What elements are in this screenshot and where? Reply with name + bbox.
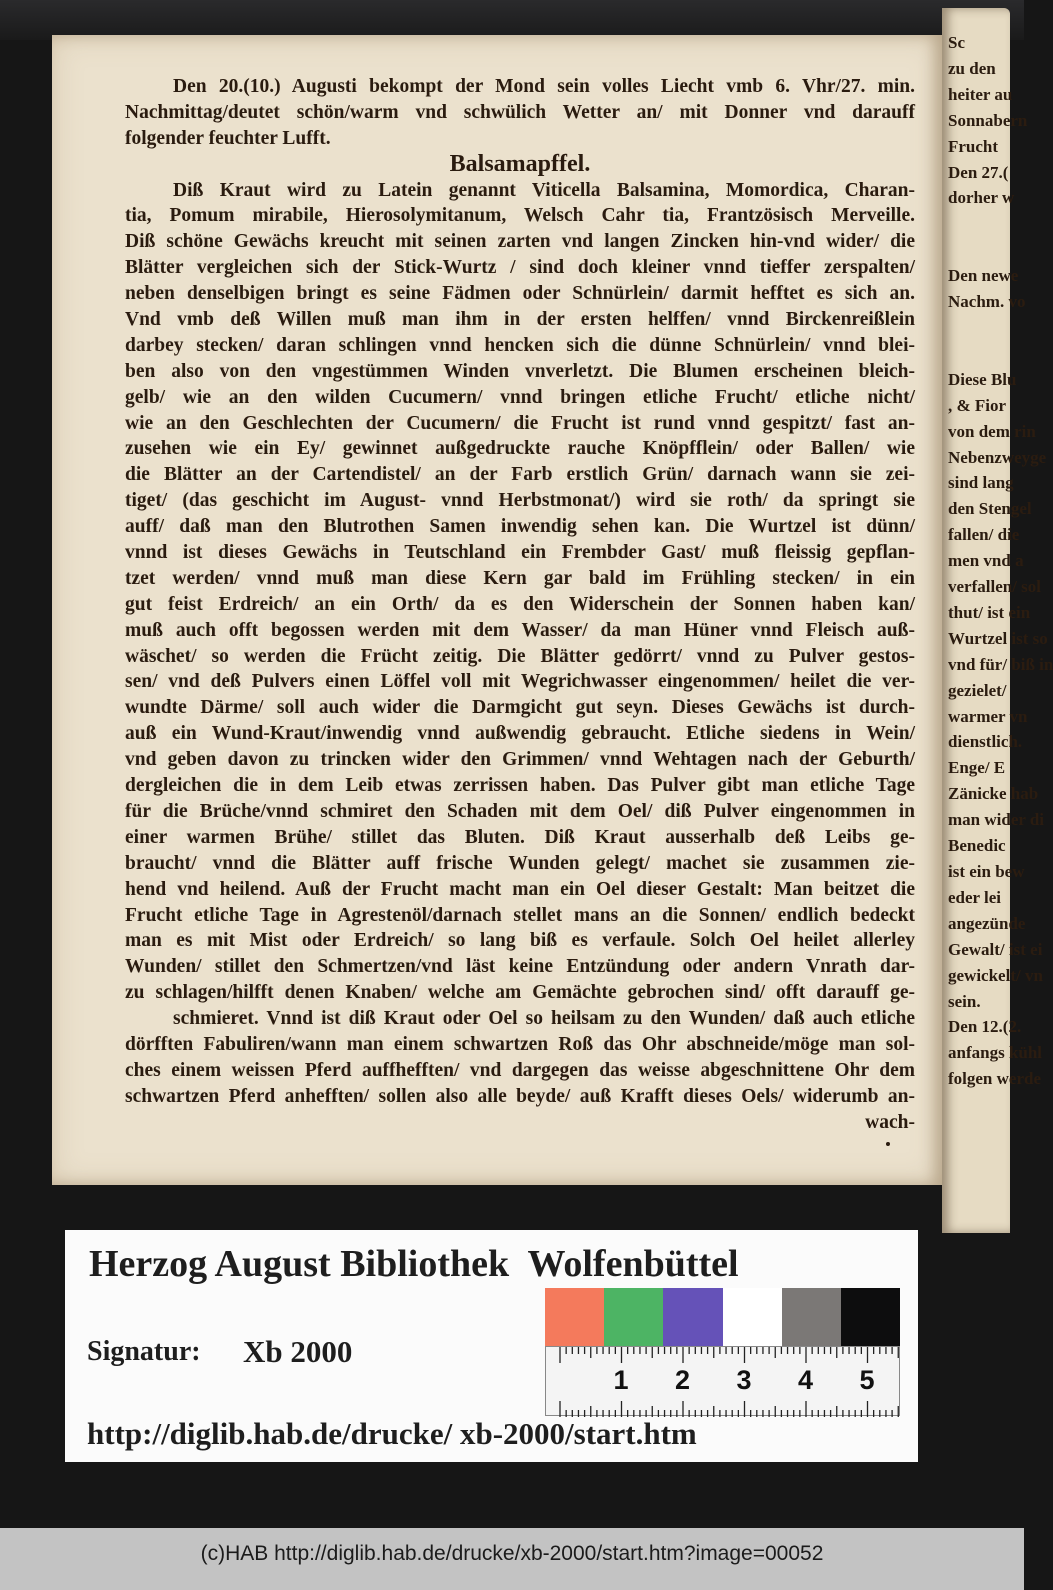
library-label-card bbox=[65, 1230, 918, 1462]
facing-text-line: folgen werde bbox=[948, 1069, 1042, 1089]
text-line: Nachmittag/deutet schön/warm vnd schwülich Wetter an/ mit Donner vnd darauff bbox=[125, 101, 915, 123]
text-line: zu schlagen/hilfft denen Knaben/ welche am Gemächte gebrochen sind/ offt darauff ge- bbox=[125, 982, 915, 1004]
facing-text-line bbox=[948, 315, 1053, 341]
facing-text-line: eder lei bbox=[948, 887, 1002, 907]
facing-text-line: sein. bbox=[948, 991, 981, 1011]
facing-text-line: Diese Blu bbox=[948, 369, 1017, 389]
text-line: folgender feuchter Lufft. bbox=[125, 127, 331, 149]
facing-text-line: sind lang bbox=[948, 473, 1014, 493]
facing-text-line bbox=[948, 211, 1053, 237]
text-line: auß ein Wund-Kraut/inwendig vnnd außwendig gebraucht. Etliche siedens in Wein/ bbox=[125, 723, 915, 745]
text-line: gelb/ wie an den wilden Cucumern/ vnnd bringen etliche Frucht/ etliche nicht/ bbox=[125, 386, 915, 408]
text-line: schmieret. Vnnd ist diß Kraut oder Oel so heilsam zu den Wunden/ daß auch etliche bbox=[173, 1008, 915, 1030]
facing-text-line: verfallen/ sol bbox=[948, 577, 1042, 597]
facing-text-line: Enge/ E bbox=[948, 758, 1006, 778]
ruler-number: 4 bbox=[798, 1365, 814, 1395]
facing-text-line: Gewalt/ ist ei bbox=[948, 939, 1043, 959]
facing-text-line: heiter au bbox=[948, 84, 1013, 104]
page-text bbox=[125, 74, 915, 1136]
facing-page bbox=[942, 8, 1053, 1233]
text-line: Wunden/ stillet den Schmertzen/vnd läst keine Entzündung oder andern Vnrath dar- bbox=[125, 956, 915, 978]
facing-text-line: men vnd a bbox=[948, 551, 1024, 571]
text-line: vnd geben davon zu trincken wider den Grimmen/ vnnd Wehtagen nach der Geburth/ bbox=[125, 749, 915, 771]
facing-text-line: von dem rin bbox=[948, 421, 1036, 441]
facing-text-line: zu den bbox=[948, 58, 996, 78]
facing-text-line: Sc bbox=[948, 33, 965, 52]
text-line: die Blätter an der Cartendistel/ an der Farb erstlich Grün/ darnach wann sie zei- bbox=[125, 464, 915, 486]
facing-text-line: dorher w bbox=[948, 188, 1015, 208]
facing-text-line: thut/ ist ein bbox=[948, 602, 1031, 622]
text-line: Diß schöne Gewächs kreucht mit seinen zarten vnd langen Zincken hin-vnd wider/ die bbox=[125, 231, 915, 253]
text-line: ches einem weissen Pferd auffhefften/ vnd dargegen das weisse abgeschnittene Ohr dem bbox=[125, 1059, 915, 1081]
facing-text-line: Den newe bbox=[948, 266, 1019, 286]
text-line: dergleichen die in dem Leib etwas zerrissen haben. Das Pulver gibt man etliche Tage bbox=[125, 775, 915, 797]
facing-text-line bbox=[948, 237, 1053, 263]
facing-text-line: dienstlich. bbox=[948, 732, 1023, 752]
facing-text-line: Nachm. vo bbox=[948, 292, 1026, 312]
color-patch bbox=[604, 1288, 663, 1346]
text-line: einer warmen Brühe/ stillet das Bluten. Diß Kraut ausserhalb deß Leibs ge- bbox=[125, 826, 915, 848]
catalog-url: http://diglib.hab.de/drucke/ xb-2000/start.htm bbox=[87, 1416, 697, 1451]
text-line: sen/ vnd deß Pulvers einen Löffel voll mit Wegrichwasser eingenommen/ heilet die ver- bbox=[125, 671, 915, 693]
color-patch bbox=[663, 1288, 722, 1346]
facing-text-line: den Stengel bbox=[948, 499, 1032, 519]
text-line: Vnd vmb deß Willen muß man ihm in der ersten helffen/ vnnd Birckenreißlein bbox=[125, 309, 915, 331]
color-calibration-strip bbox=[545, 1288, 900, 1346]
facing-text-line: Sonnabern bbox=[948, 110, 1028, 130]
text-line: Den 20.(10.) Augusti bekompt der Mond sein volles Liecht vmb 6. Vhr/27. min. bbox=[173, 76, 915, 97]
catchword: wach- bbox=[865, 1111, 915, 1133]
facing-text-line: , & Fior bbox=[948, 395, 1007, 415]
facing-text-line: Benedic bbox=[948, 836, 1006, 856]
text-line: auff/ daß man den Blutrothen Samen inwendig sehen kan. Die Wurtzel ist dünn/ bbox=[125, 516, 915, 538]
copyright-footer: (c)HAB http://diglib.hab.de/drucke/xb-2000/start.htm?image=00052 bbox=[0, 1528, 1024, 1590]
facing-text-line: Den 27.( bbox=[948, 162, 1009, 182]
facing-page-text bbox=[942, 30, 1053, 1092]
signatur-label: Signatur: bbox=[87, 1336, 201, 1367]
facing-text-line: Wurtzel ist so bbox=[948, 628, 1048, 648]
text-line: dörfften Fabuliren/wann man einem schwartzen Roß das Ohr abschneide/möge man sol- bbox=[125, 1033, 915, 1055]
text-line: tia, Pomum mirabile, Hierosolymitanum, Welsch Cahr tia, Frantzösisch Merveille. bbox=[125, 205, 915, 227]
ruler-number: 3 bbox=[736, 1365, 752, 1395]
text-line: muß auch offt begossen werden mit dem Wasser/ da man Hüner vnnd Fleisch auß- bbox=[125, 619, 915, 641]
facing-text-line: Zänicke hab bbox=[948, 784, 1039, 804]
text-line: braucht/ vnnd die Blätter auff frische Wunden gelegt/ machet sie zusammen zie- bbox=[125, 852, 915, 874]
text-line: Diß Kraut wird zu Latein genannt Viticella Balsamina, Momordica, Charan- bbox=[173, 179, 915, 201]
text-line: hend vnd heilend. Auß der Frucht macht man ein Oel dieser Gestalt: Man beitzet die bbox=[125, 878, 915, 900]
text-line: wäschet/ so werden die Frücht zeitig. Die Blätter gedörrt/ vnnd zu Pulver gestos- bbox=[125, 645, 915, 667]
book-cover-fabric bbox=[0, 0, 1024, 40]
measurement-ruler bbox=[545, 1346, 900, 1416]
text-line: Frucht etliche Tage in Agrestenöl/darnach stellet mans an die Sonnen/ endlich bedeckt bbox=[125, 904, 915, 926]
text-line: vnnd ist dieses Gewächs in Teutschland ein Frembder Gast/ muß fleissig gepflan- bbox=[125, 542, 915, 564]
text-line: man es mit Mist oder Erdreich/ so lang biß es verfaule. Solch Oel heilet allerley bbox=[125, 930, 915, 952]
section-title: Balsamapffel. bbox=[449, 150, 591, 177]
facing-text-line bbox=[948, 341, 1053, 367]
facing-text-line: Den 12.(2. bbox=[948, 1017, 1022, 1037]
text-line: für die Brüche/vnnd schmiret den Schaden mit dem Oel/ diß Pulver eingenommen in bbox=[125, 800, 915, 822]
text-line: zusehen wie ein Ey/ gewinnet außgedruckte rauche Knöpfflein/ oder Ballen/ wie bbox=[125, 438, 915, 460]
facing-text-line: gewickelt/ vn bbox=[948, 965, 1043, 985]
ruler-number: 1 bbox=[613, 1365, 629, 1395]
signatur-value: Xb 2000 bbox=[243, 1334, 353, 1369]
ruler-number: 2 bbox=[675, 1365, 691, 1395]
text-line: wie an den Geschlechten der Cucumern/ die Frucht ist rund vnnd gespitzt/ fast an- bbox=[125, 412, 915, 434]
color-patch bbox=[723, 1288, 782, 1346]
facing-text-line: man wider di bbox=[948, 810, 1045, 830]
facing-text-line: vnd für/ biß in bbox=[948, 654, 1053, 674]
text-line: Blätter vergleichen sich der Stick-Wurtz / sind doch kleiner vnnd tieffer zerspalten/ bbox=[125, 257, 915, 279]
facing-text-line: warmer vn bbox=[948, 706, 1028, 726]
facing-text-line: ist ein bew bbox=[948, 862, 1025, 881]
color-patch bbox=[545, 1288, 604, 1346]
text-line: tzet werden/ vnnd muß man diese Kern gar bald im Frühling stecken/ in ein bbox=[125, 567, 915, 589]
color-patch bbox=[841, 1288, 900, 1346]
text-line: schwartzen Pferd anhefften/ sollen also alle beyde/ auß Krafft dieses Oels/ widerumb an- bbox=[125, 1085, 915, 1107]
institution-name: Herzog August Bibliothek Wolfenbüttel bbox=[89, 1243, 739, 1285]
facing-text-line: Frucht bbox=[948, 136, 999, 156]
facing-text-line: angezünde bbox=[948, 913, 1026, 933]
text-line: ben also von den vngestümmen Winden vnverletzt. Die Blumen erscheinen bleich- bbox=[125, 360, 915, 382]
facing-text-line: anfangs kühl bbox=[948, 1043, 1043, 1063]
text-line: tiget/ (das geschicht im August- vnnd Herbstmonat/) wird sie roth/ da springt sie bbox=[125, 490, 915, 512]
color-patch bbox=[782, 1288, 841, 1346]
text-line: wundte Därme/ soll auch wider die Darmgicht gut seyn. Dieses Gewächs ist durch- bbox=[125, 697, 915, 719]
text-line: neben denselbigen bringt es seine Fädmen oder Schnürlein/ darmit hefftet es sich an. bbox=[125, 283, 915, 305]
ink-dot bbox=[886, 1142, 890, 1146]
ruler-number: 5 bbox=[859, 1365, 875, 1395]
text-line: darbey stecken/ daran schlingen vnnd hencken sich die dünne Schnürlein/ vnnd blei- bbox=[125, 334, 915, 356]
facing-text-line: gezielet/ bbox=[948, 680, 1007, 700]
facing-text-line: Nebenzweyge bbox=[948, 447, 1047, 467]
text-line: gut feist Erdreich/ an ein Orth/ da es den Widerschein der Sonnen haben kan/ bbox=[125, 593, 915, 615]
facing-text-line: fallen/ die bbox=[948, 525, 1020, 545]
ruler-ticks bbox=[546, 1347, 901, 1417]
